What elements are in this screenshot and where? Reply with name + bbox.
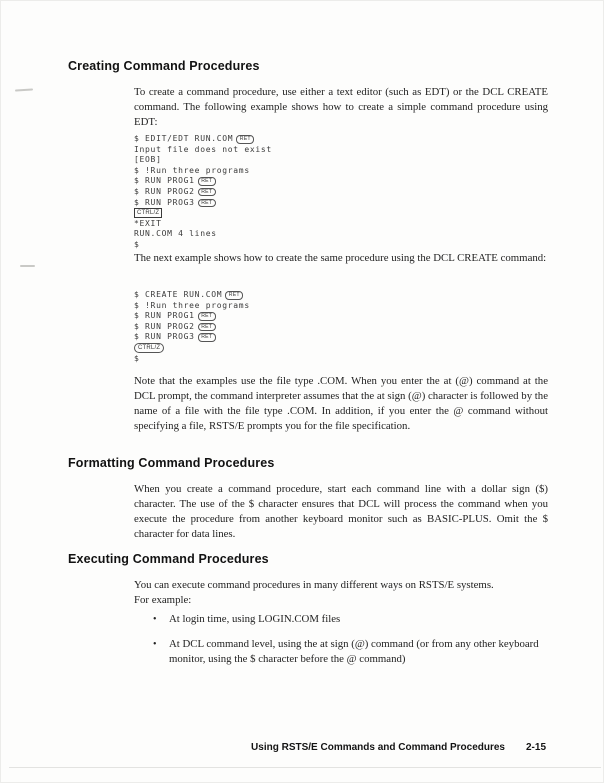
code-line <box>134 301 250 312</box>
section-heading-formatting: Formatting Command Procedures <box>68 456 275 470</box>
return-key-badge: RET <box>198 177 216 186</box>
list-item <box>153 612 549 627</box>
code-text: $ <box>134 239 140 249</box>
paragraph-executing-line2: For example: <box>134 594 192 606</box>
code-text: $ RUN PROG2 <box>134 321 195 331</box>
paragraph-executing-line1: You can execute command procedures in many different ways on RSTS/E systems. <box>134 579 494 591</box>
paragraph-create-intro: To create a command procedure, use either a text editor (such as EDT) or the DCL CREATE command. The following example shows how to create a simple command procedure using EDT: <box>134 86 548 128</box>
code-text: $ CREATE RUN.COM <box>134 290 223 299</box>
page-footer <box>251 742 546 753</box>
footer-chapter-title: Using RSTS/E Commands and Command Procedures <box>251 742 505 753</box>
code-line <box>134 322 250 333</box>
code-line <box>134 240 272 251</box>
scan-artifact <box>20 265 35 267</box>
code-text: $ EDIT/EDT RUN.COM <box>134 134 234 143</box>
paragraph-com-note: Note that the examples use the file type .COM. When you enter the at (@) command at the DCL prompt, the command interpreter assumes that the at sign (@) character is followed by the name of a file with the file type .COM. In addition, if you enter the @ command without specifying a file, RSTS/E prompts you for the file specification. <box>134 375 548 432</box>
code-line <box>134 290 250 301</box>
return-key-badge: RET <box>236 135 254 144</box>
code-line <box>134 229 272 240</box>
bullet-icon: • <box>153 639 157 650</box>
return-key-badge: RET <box>198 333 216 342</box>
return-key-badge: RET <box>225 291 243 300</box>
code-text: Input file does not exist <box>134 144 272 154</box>
code-text: *EXIT <box>134 218 162 228</box>
list-item <box>153 637 549 667</box>
code-line <box>134 208 272 219</box>
code-line <box>134 343 250 354</box>
code-text: $ RUN PROG1 <box>134 311 195 321</box>
list-item-text: At DCL command level, using the at sign (@) command (or from any other keyboard monitor, using the $ character before the @ command) <box>169 638 539 665</box>
scan-artifact <box>15 88 33 91</box>
code-line <box>134 145 272 156</box>
code-line <box>134 332 250 343</box>
code-text: $ !Run three programs <box>134 165 250 175</box>
footer-rule <box>9 767 601 768</box>
list-item-text: At login time, using LOGIN.COM files <box>169 613 341 625</box>
return-key-badge: RET <box>198 188 216 197</box>
code-text: $ RUN PROG2 <box>134 186 195 196</box>
section-heading-executing: Executing Command Procedures <box>68 552 269 566</box>
code-text: $ RUN PROG1 <box>134 176 195 186</box>
code-line <box>134 176 272 187</box>
code-line <box>134 134 272 145</box>
return-key-badge: RET <box>198 312 216 321</box>
code-text: RUN.COM 4 lines <box>134 229 217 239</box>
footer-page-number: 2-15 <box>525 742 546 753</box>
code-line <box>134 155 272 166</box>
bullet-icon: • <box>153 614 157 625</box>
code-text: $ <box>134 353 140 363</box>
code-line <box>134 198 272 209</box>
code-listing-create-example <box>134 290 250 364</box>
section-heading-creating: Creating Command Procedures <box>68 59 260 73</box>
paragraph-formatting: When you create a command procedure, start each command line with a dollar sign ($) character. The use of the $ character ensures that DCL will process the command when you execute the procedure from another keyboard monitor such as BASIC-PLUS. Omit the $ character for data lines. <box>134 483 548 540</box>
return-key-badge: RET <box>198 199 216 208</box>
code-line <box>134 187 272 198</box>
return-key-badge: RET <box>198 323 216 332</box>
code-text: [EOB] <box>134 155 162 165</box>
ctrl-z-key-badge: CTRL/Z <box>134 208 162 218</box>
code-line <box>134 219 272 230</box>
ctrl-z-key-badge: CTRL/Z <box>134 343 164 353</box>
code-text: $ RUN PROG3 <box>134 197 195 207</box>
code-line <box>134 354 250 365</box>
code-text: $ RUN PROG3 <box>134 332 195 342</box>
code-listing-edt-example <box>134 134 272 251</box>
paragraph-next-example: The next example shows how to create the same procedure using the DCL CREATE command: <box>134 252 547 264</box>
code-line <box>134 311 250 322</box>
execution-methods-list <box>153 612 549 677</box>
code-text: $ !Run three programs <box>134 300 250 310</box>
code-line <box>134 166 272 177</box>
